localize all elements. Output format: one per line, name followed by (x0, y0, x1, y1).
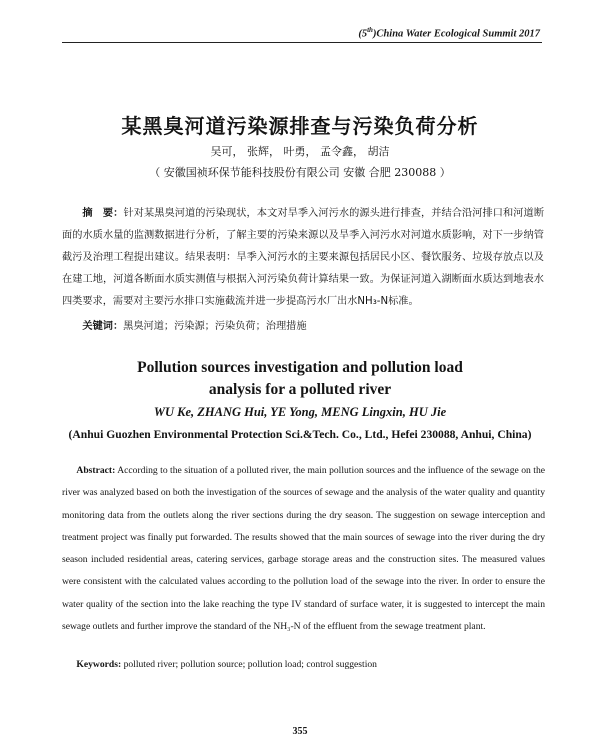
english-keywords (62, 654, 545, 676)
chinese-authors: 吴可， 张辉， 叶勇， 孟令鑫， 胡洁 (210, 145, 390, 158)
chinese-abstract-label: 摘 要： (82, 208, 124, 219)
english-authors: WU Ke, ZHANG Hui, YE Yong, MENG Lingxin, HU Jie (153, 405, 447, 419)
english-title (0, 357, 600, 401)
chinese-abstract-body: 针对某黑臭河道的污染现状，本文对旱季入河污水的源头进行排查，并结合沿河排口和河道断面的水质水量的监测数据进行分析，了解主要的污染来源以及旱季入河污水对河道水质影响，对下一步纳管截污及治理工程提出建议。结果表明：旱季入河污水的主要来源包括居民小区、餐饮服务、垃圾存放点以及在建工地，河道各断面水质实测值与根据入河污染负荷计算结果一致。为保证河道入湖断面水质达到地表水四类要求，需要对主要污水排口实施截流并进一步提高污水厂出水NH₃-N标准。 (62, 208, 545, 307)
page-number: 355 (292, 726, 308, 737)
english-keywords-body: polluted river; pollution source; pollution load; control suggestion (123, 659, 377, 670)
chinese-keywords-label: 关键词： (82, 321, 124, 332)
chinese-affiliation: （ 安徽国祯环保节能科技股份有限公司 安徽 合肥 230088 ） (149, 166, 451, 179)
english-affiliation: (Anhui Guozhen Environmental Protection Sci.&Tech. Co., Ltd., Hefei 230088, Anhui, China) (68, 428, 532, 441)
english-abstract-label: Abstract: (76, 465, 116, 476)
english-keywords-label: Keywords: (76, 659, 122, 670)
running-header (358, 26, 540, 40)
chinese-keywords (62, 316, 544, 338)
header-rule (62, 42, 542, 43)
english-title-line-1: Pollution sources investigation and pollution load (137, 359, 463, 376)
chinese-keywords-body: 黑臭河道；污染源；污染负荷；治理措施 (123, 321, 307, 332)
header-superscript: th (367, 26, 373, 34)
english-abstract (62, 460, 545, 638)
english-abstract-body: According to the situation of a polluted river, the main pollution sources and the influence of the sewage on the river was analyzed based on both the investigation of the sources of sewage and the analysis of the water quality and quantity monitoring data from the outlets along the river sections during the dry season. The suggestion on sewage interception and treatment project was finally put forwarded. The results showed that the main sources of sewage into the river during the dry season included residential areas, catering services, garbage storage areas and the construction sites. The measured values were consistent with the calculated values according to the pollution load of the sewage into the river. In order to ensure the water quality of the section into the lake reaching the type IV standard of surface water, it is suggested to intercept the main sewage outlets and further improve the standard of the NH₃-N of the effluent from the sewage treatment plant. (62, 465, 545, 633)
chinese-title: 某黑臭河道污染源排查与污染负荷分析 (121, 114, 479, 138)
english-title-line-2: analysis for a polluted river (208, 381, 392, 398)
header-prefix: (5 (358, 28, 368, 40)
header-suffix: )China Water Ecological Summit 2017 (372, 28, 540, 40)
chinese-abstract (62, 203, 544, 313)
